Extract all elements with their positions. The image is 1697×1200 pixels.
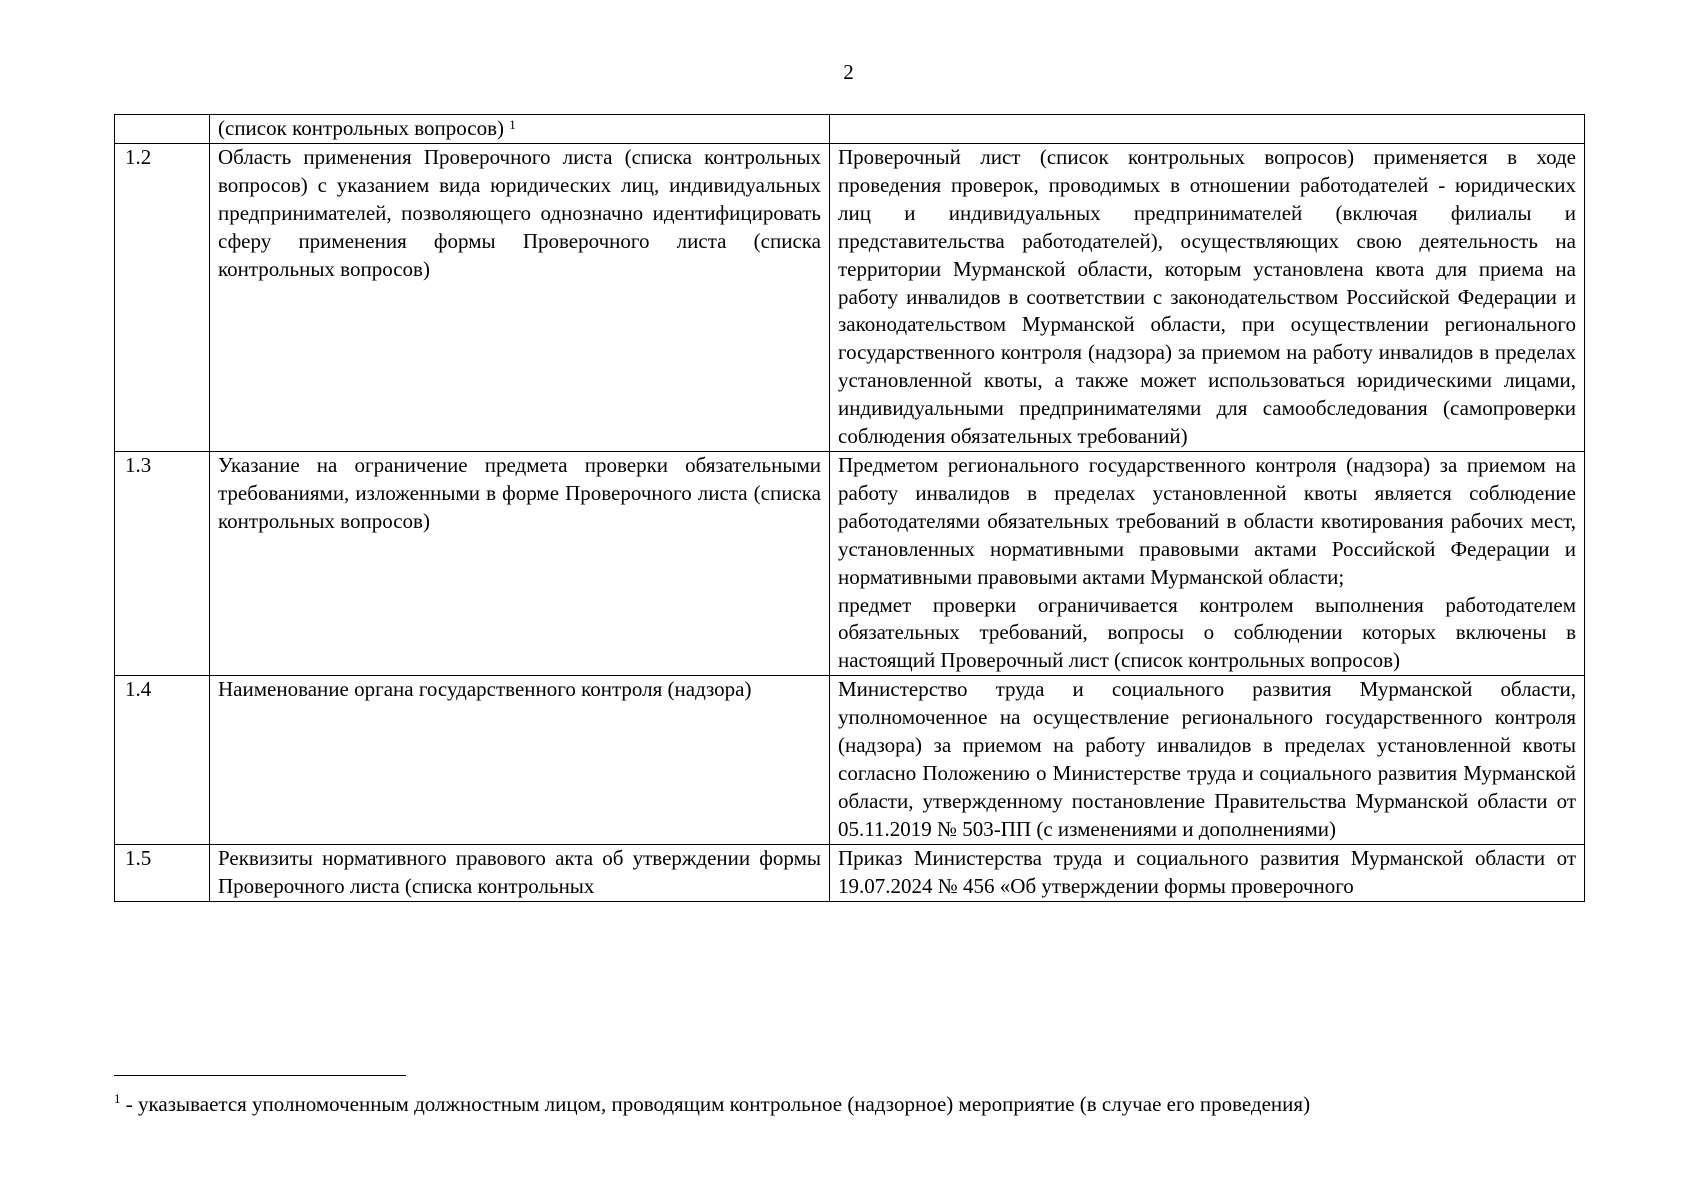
table-row xyxy=(115,451,1585,675)
table-row xyxy=(115,676,1585,844)
row-value xyxy=(830,451,1585,675)
footnote xyxy=(114,1091,1594,1118)
row-value-paragraph: предмет проверки ограничивается контролем выполнения работодателем обязательных требований, вопросы о соблюдении которых включены в настоящий Проверочный лист (список контрольных вопросов) xyxy=(838,592,1576,673)
row-number: 1.4 xyxy=(115,676,210,844)
row-number: 1.3 xyxy=(115,451,210,675)
row-value xyxy=(830,676,1585,844)
row-label-cell xyxy=(210,115,830,144)
row-value-paragraph: Министерство труда и социального развития Мурманской области, уполномоченное на осуществление регионального государственного контроля (надзора) за приемом на работу инвалидов в пределах установленной квоты согласно Положению о Министерстве труда и социального развития Мурманской области, утвержденному постановление Правительства Мурманской области от 05.11.2019 № 503-ПП (с изменениями и дополнениями) xyxy=(838,677,1576,841)
table-row-continuation xyxy=(115,115,1585,144)
row-value xyxy=(830,144,1585,452)
footnote-marker: 1 xyxy=(114,1091,121,1106)
row-label: Область применения Проверочного листа (списка контрольных вопросов) с указанием вида юридических лиц, индивидуальных предпринимателей, позволяющего однозначно идентифицировать сферу применения формы Проверочного листа (списка контрольных вопросов) xyxy=(210,144,830,452)
table-row-truncated xyxy=(115,844,1585,901)
requisites-table xyxy=(114,114,1585,902)
footnote-text: - указывается уполномоченным должностным лицом, проводящим контрольное (надзорное) мероприятие (в случае его проведения) xyxy=(120,1092,1311,1116)
row-label: Наименование органа государственного контроля (надзора) xyxy=(210,676,830,844)
page-number: 2 xyxy=(843,60,854,84)
row-number-cell xyxy=(115,115,210,144)
footnote-separator xyxy=(114,1075,406,1076)
row-number: 1.5 xyxy=(115,844,210,901)
table-row xyxy=(115,144,1585,452)
row-value-paragraph: Предметом регионального государственного контроля (надзора) за приемом на работу инвалидов в пределах установленной квоты является соблюдение работодателями обязательных требований в области квотирования рабочих мест, установленных нормативными правовыми актами Российской Федерации и нормативными правовыми актами Мурманской области; xyxy=(838,452,1576,589)
row-value-paragraph: Проверочный лист (список контрольных вопросов) применяется в ходе проведения проверок, проводимых в отношении работодателей - юридических лиц и индивидуальных предпринимателей (включая филиалы и представительства работодателей), осуществляющих свою деятельность на территории Мурманской области, которым установлена квота для приема на работу инвалидов в соответствии с законодательством Российской Федерации и законодательством Мурманской области, при осуществлении регионального государственного контроля (надзора) за приемом на работу инвалидов в пределах установленной квоты, а также может использоваться юридическими лицами, индивидуальными предпринимателями для самообследования (самопроверки соблюдения обязательных требований) xyxy=(838,145,1576,449)
row-label: Указание на ограничение предмета проверки обязательными требованиями, изложенными в форме Проверочного листа (списка контрольных вопросов) xyxy=(210,451,830,675)
row-label: Реквизиты нормативного правового акта об утверждении формы Проверочного листа (списка контрольных xyxy=(210,844,830,901)
continuation-label: (список контрольных вопросов) xyxy=(218,116,505,140)
row-number: 1.2 xyxy=(115,144,210,452)
footnote-reference: 1 xyxy=(509,117,516,132)
row-value: Приказ Министерства труда и социального развития Мурманской области от 19.07.2024 № 456 «Об утверждении формы проверочного xyxy=(830,844,1585,901)
row-value-cell xyxy=(830,115,1585,144)
